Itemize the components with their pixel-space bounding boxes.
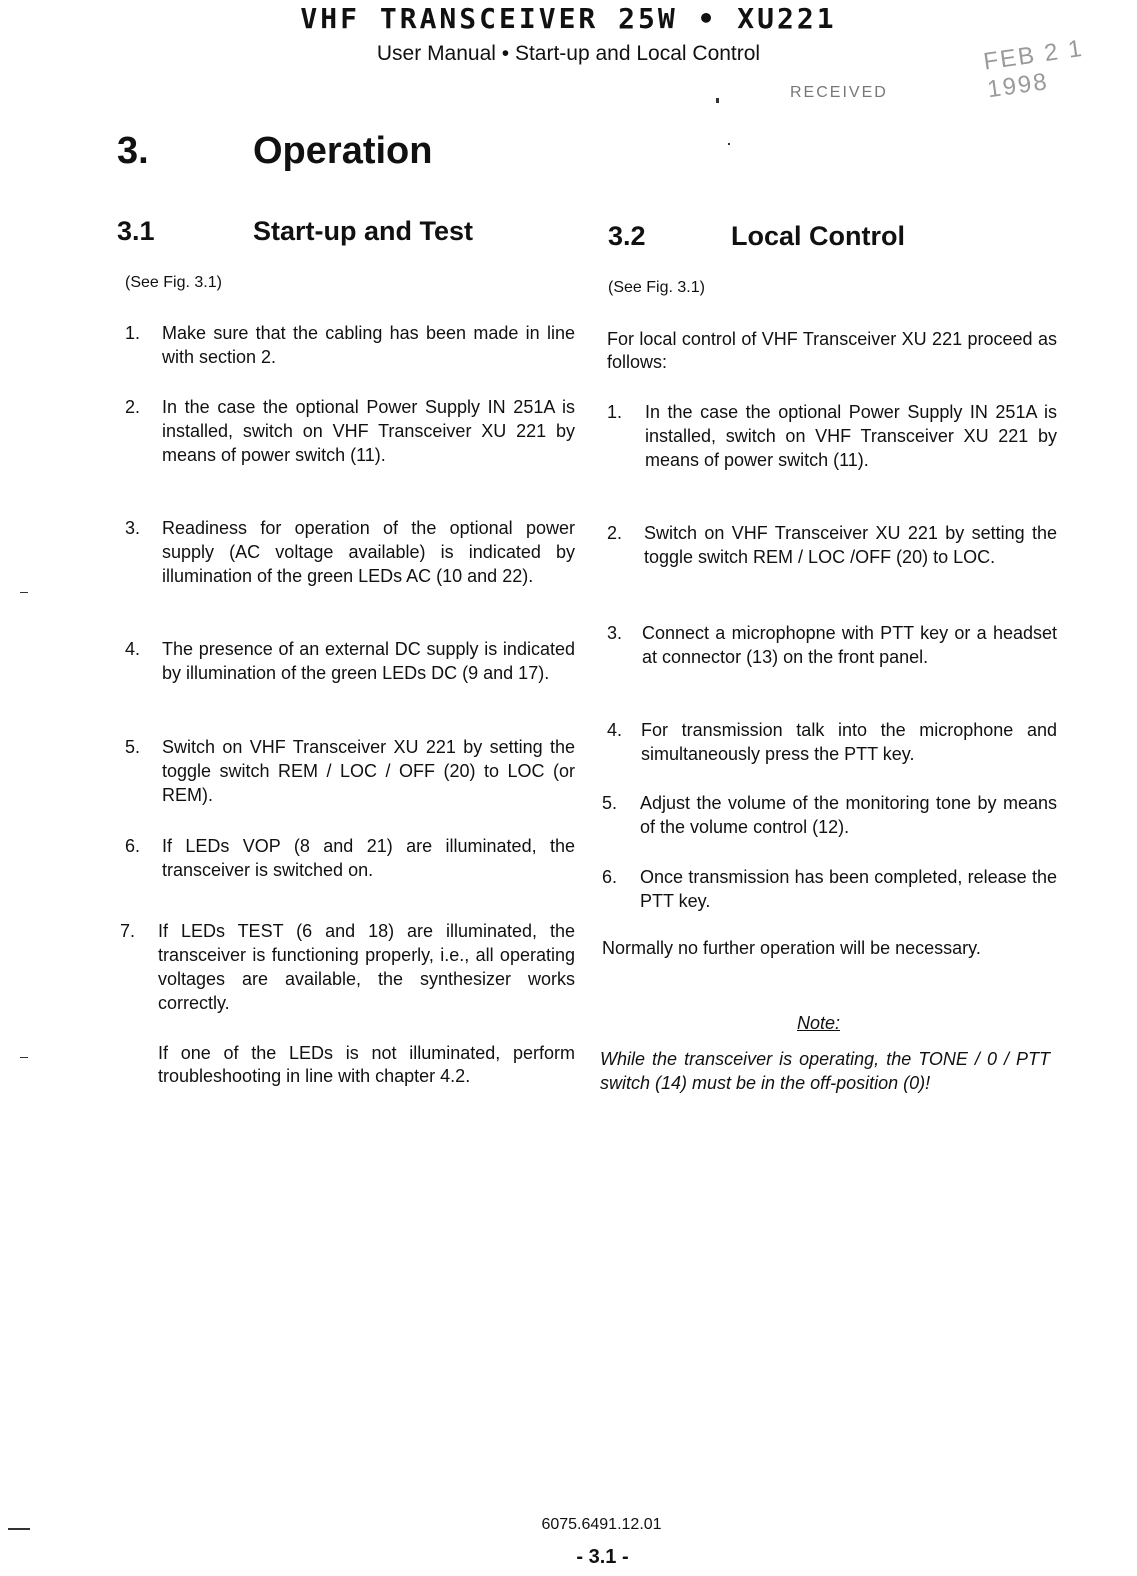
right-item-2 xyxy=(607,521,1057,593)
right-item-1-number: 1. xyxy=(607,402,623,422)
left-item-6-number: 6. xyxy=(125,836,141,856)
document-number: 6075.6491.12.01 xyxy=(541,1516,662,1533)
left-item-6 xyxy=(125,834,575,882)
section-3-2-number: 3.2 xyxy=(608,221,646,251)
left-item-7-text: If LEDs TEST (6 and 18) are illuminated, the transceiver is functioning properly, i.e., all operating voltages are available, the synthesizer works correctly. xyxy=(158,921,575,1013)
left-item-5-number: 5. xyxy=(125,737,141,757)
right-item-3-text: Connect a microphopne with PTT key or a headset at connector (13) on the front panel. xyxy=(642,623,1057,667)
left-item-7 xyxy=(120,919,575,1015)
left-item-7-number: 7. xyxy=(120,921,136,941)
right-item-6-number: 6. xyxy=(602,867,618,887)
left-item-2 xyxy=(125,395,575,491)
left-followup-text: If one of the LEDs is not illuminated, perform troubleshooting in line with chapter 4.2. xyxy=(158,1043,575,1086)
section-3-1-see-fig: (See Fig. 3.1) xyxy=(125,274,222,291)
left-item-4-text: The presence of an external DC supply is indicated by illumination of the green LEDs DC (9 and 17). xyxy=(162,639,575,683)
scan-mark xyxy=(20,1057,28,1058)
right-item-5-text: Adjust the volume of the monitoring tone by means of the volume control (12). xyxy=(640,793,1057,837)
scan-mark xyxy=(728,143,730,145)
chapter-title: Operation xyxy=(253,130,433,172)
scan-mark xyxy=(8,1528,30,1530)
right-item-3 xyxy=(607,621,1057,693)
left-item-2-text: In the case the optional Power Supply IN 251A is installed, switch on VHF Transceiver XU 221 by means of power switch (11). xyxy=(162,397,575,465)
left-item-3-text: Readiness for operation of the optional power supply (AC voltage available) is indicated by illumination of the green LEDs AC (10 and 22). xyxy=(162,518,575,586)
section-3-1-number: 3.1 xyxy=(117,216,155,246)
scan-mark xyxy=(20,592,28,593)
right-item-5 xyxy=(602,791,1057,839)
right-closing-text: Normally no further operation will be necessary. xyxy=(602,938,981,958)
note-label: Note: xyxy=(797,1013,841,1033)
left-item-5-text: Switch on VHF Transceiver XU 221 by setting the toggle switch REM / LOC / OFF (20) to LOC (or REM). xyxy=(162,737,575,805)
chapter-number: 3. xyxy=(117,130,149,172)
section-3-1-title: Start-up and Test xyxy=(253,216,474,246)
right-item-4 xyxy=(607,718,1057,766)
right-item-2-text: Switch on VHF Transceiver XU 221 by setting the toggle switch REM / LOC /OFF (20) to LOC. xyxy=(644,523,1057,567)
right-item-4-text: For transmission talk into the microphone and simultaneously press the PTT key. xyxy=(641,720,1057,764)
left-item-2-number: 2. xyxy=(125,397,141,417)
left-item-1-text: Make sure that the cabling has been made in line with section 2. xyxy=(162,323,575,367)
right-item-3-number: 3. xyxy=(607,623,623,643)
right-item-2-number: 2. xyxy=(607,523,623,543)
section-3-2-see-fig: (See Fig. 3.1) xyxy=(608,279,705,296)
section-3-2-title: Local Control xyxy=(731,221,905,251)
right-intro-text: For local control of VHF Transceiver XU 221 proceed as follows: xyxy=(607,329,1057,372)
left-item-5 xyxy=(125,735,575,807)
right-item-6 xyxy=(602,865,1057,913)
right-item-4-number: 4. xyxy=(607,720,623,740)
right-item-6-text: Once transmission has been completed, release the PTT key. xyxy=(640,867,1057,911)
right-item-5-number: 5. xyxy=(602,793,618,813)
left-item-1 xyxy=(125,321,575,369)
scan-mark xyxy=(716,98,719,103)
right-item-1-text: In the case the optional Power Supply IN 251A is installed, switch on VHF Transceiver XU 221 by means of power switch (11). xyxy=(645,402,1057,470)
left-item-4-number: 4. xyxy=(125,639,141,659)
page-number: - 3.1 - xyxy=(576,1546,629,1568)
left-item-6-text: If LEDs VOP (8 and 21) are illuminated, the transceiver is switched on. xyxy=(162,836,575,880)
left-item-3 xyxy=(125,516,575,612)
left-item-1-number: 1. xyxy=(125,323,141,343)
left-item-4 xyxy=(125,637,575,709)
right-item-1 xyxy=(607,400,1057,496)
left-item-3-number: 3. xyxy=(125,518,141,538)
received-stamp: RECEIVED xyxy=(790,84,888,101)
document-header-title: VHF TRANSCEIVER 25W • XU221 xyxy=(300,2,837,35)
note-text: While the transceiver is operating, the TONE / 0 / PTT switch (14) must be in the off-position (0)! xyxy=(600,1049,1050,1093)
received-date-stamp: FEB 2 1 1998 xyxy=(981,34,1086,104)
document-header-subtitle: User Manual • Start-up and Local Control xyxy=(376,42,761,65)
